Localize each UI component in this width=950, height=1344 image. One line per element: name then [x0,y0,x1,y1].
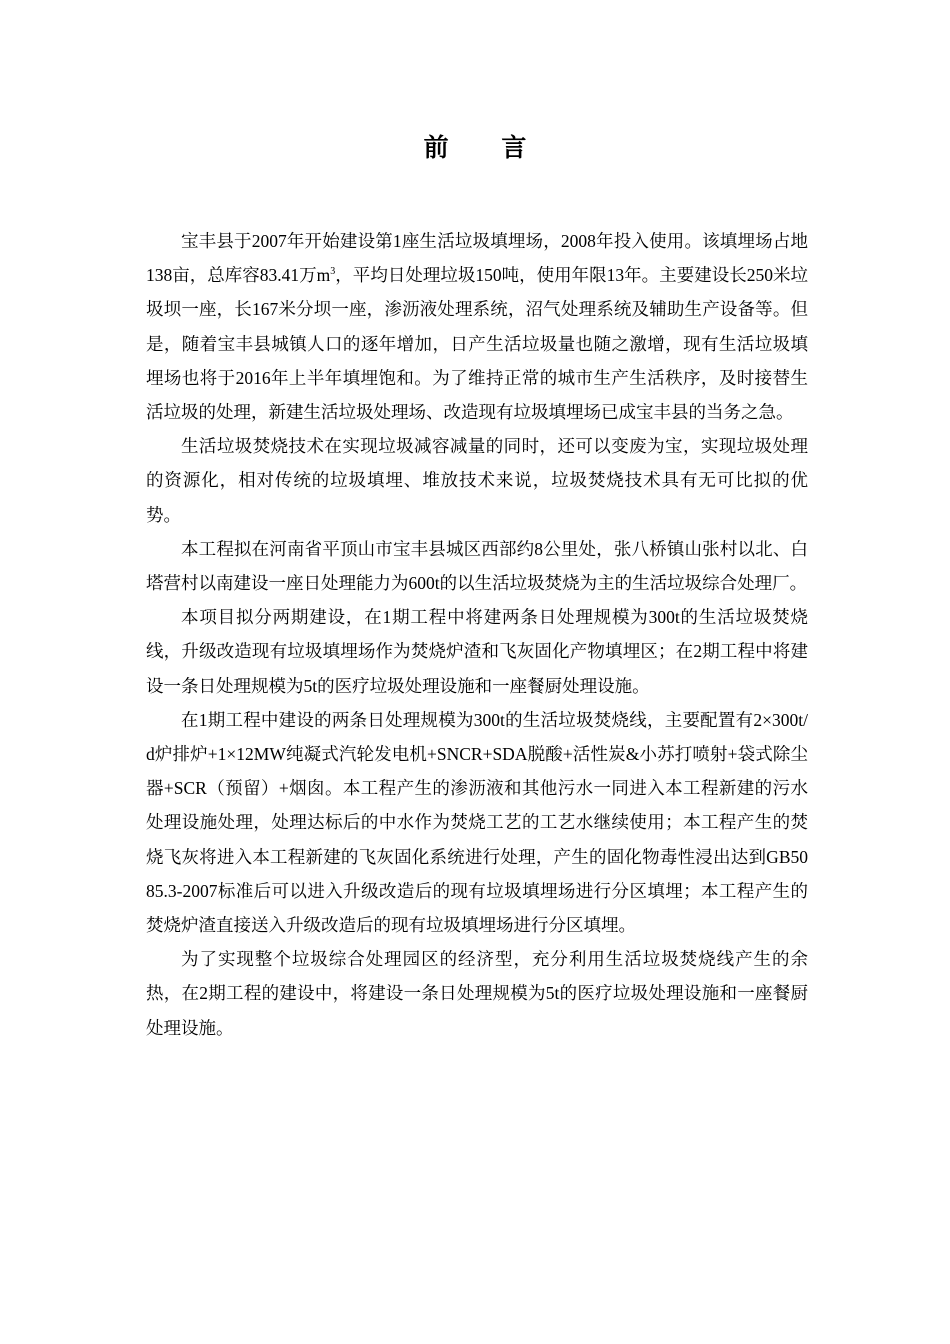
paragraph-phase2-waste-heat: 为了实现整个垃圾综合处理园区的经济型，充分利用生活垃圾焚烧线产生的余热，在2期工程的建设中，将建设一条日处理规模为5t的医疗垃圾处理设施和一座餐厨处理设施。 [146,949,808,1038]
page-title: 前 言 [423,133,549,162]
paragraph-construction-phases: 本项目拟分两期建设，在1期工程中将建两条日处理规模为300t的生活垃圾焚烧线，升级改造现有垃圾填埋场作为焚烧炉渣和飞灰固化产物填埋区；在2期工程中将建设一条日处理规模为5t的医疗垃圾处理设施和一座餐厨处理设施。 [146,607,808,696]
paragraph-text: 宝丰县于2007年开始建设第1座生活垃圾填埋场，2008年投入使用。该填埋场占地138亩，总库容83.41万m [146,231,808,286]
paragraph-project-location: 本工程拟在河南省平顶山市宝丰县城区西部约8公里处，张八桥镇山张村以北、白塔营村以南建设一座日处理能力为600t的以生活垃圾焚烧为主的生活垃圾综合处理厂。 [146,538,808,594]
paragraph-landfill-background [146,224,808,429]
body-text [146,224,808,1045]
paragraph-incineration-advantage: 生活垃圾焚烧技术在实现垃圾减容减量的同时，还可以变废为宝，实现垃圾处理的资源化，相对传统的垃圾填埋、堆放技术来说，垃圾焚烧技术具有无可比拟的优势。 [146,436,808,525]
superscript: 3 [330,266,336,278]
paragraph-text: ，平均日处理垃圾150吨，使用年限13年。主要建设长250米垃圾坝一座，长167米分坝一座，渗沥液处理系统，沼气处理系统及辅助生产设备等。但是，随着宝丰县城镇人口的逐年增加，日产生活垃圾量也随之激增，现有生活垃圾填埋场也将于2016年上半年填埋饱和。为了维持正常的城市生产生活秩序，及时接替生活垃圾的处理，新建生活垃圾处理场、改造现有垃圾填埋场已成宝丰县的当务之急。 [146,265,808,423]
paragraph-phase1-configuration: 在1期工程中建设的两条日处理规模为300t的生活垃圾焚烧线，主要配置有2×300t/d炉排炉+1×12MW纯凝式汽轮发电机+SNCR+SDA脱酸+活性炭&小苏打喷射+袋式除尘器+SCR（预留）+烟囱。本工程产生的渗沥液和其他污水一同进入本工程新建的污水处理设施处理，处理达标后的中水作为焚烧工艺的工艺水继续使用；本工程产生的焚烧飞灰将进入本工程新建的飞灰固化系统进行处理，产生的固化物毒性浸出达到GB5085.3-2007标准后可以进入升级改造后的现有垃圾填埋场进行分区填埋；本工程产生的焚烧炉渣直接送入升级改造后的现有垃圾填埋场进行分区填埋。 [146,709,808,936]
